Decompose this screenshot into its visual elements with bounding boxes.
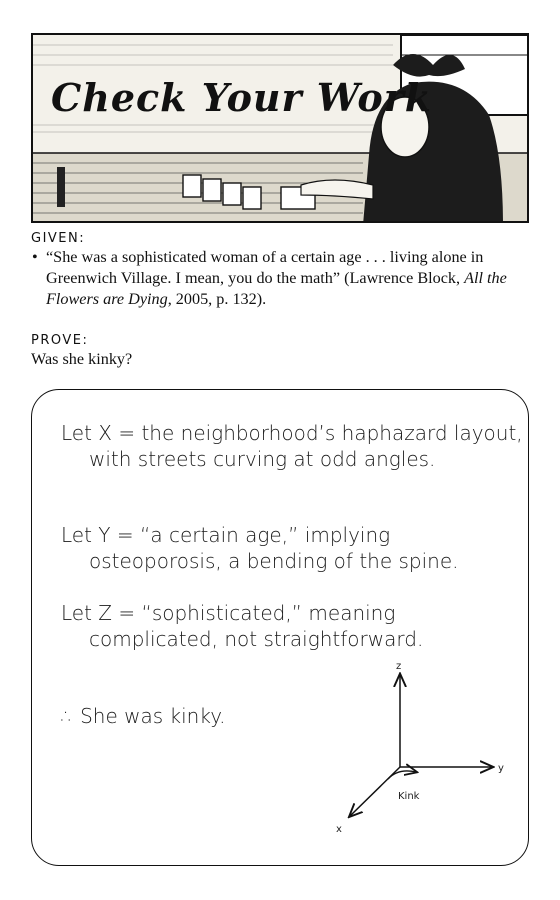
kink-label: Kink bbox=[398, 791, 420, 802]
y-axis-label: y bbox=[498, 763, 504, 774]
conclusion: ∴ She was kinky. bbox=[61, 704, 226, 728]
prove-label: PROVE: bbox=[31, 333, 89, 348]
book-title: All the Flowers are Dying bbox=[46, 269, 507, 308]
let-y-statement: Let Y = “a certain age,” implying osteoporosis, a bending of the spine. bbox=[61, 523, 459, 573]
given-label: GIVEN: bbox=[31, 231, 86, 246]
kink-arc bbox=[388, 771, 416, 779]
x-axis-label: x bbox=[336, 824, 342, 835]
prove-question: Was she kinky? bbox=[31, 350, 133, 368]
let-x-statement: Let X = the neighborhood’s haphazard layout, with streets curving at odd angles. bbox=[61, 421, 523, 471]
banner-illustration bbox=[33, 35, 529, 223]
axes-diagram bbox=[32, 390, 530, 867]
banner-title: Check Your Work bbox=[51, 75, 433, 120]
given-quote-post: , 2005, p. 132). bbox=[167, 290, 267, 308]
proof-box bbox=[31, 389, 529, 866]
given-text bbox=[32, 247, 522, 310]
let-z-statement: Let Z = “sophisticated,” meaning complicated, not straightforward. bbox=[61, 601, 424, 651]
bullet: • bbox=[32, 248, 38, 266]
given-quote-pre: “She was a sophisticated woman of a certain age . . . living alone in Greenwich Village. I mean, you do the math” (Lawrence Block, bbox=[46, 248, 484, 287]
banner bbox=[31, 33, 529, 223]
given-quote bbox=[32, 247, 522, 310]
z-axis-label: z bbox=[396, 661, 402, 672]
